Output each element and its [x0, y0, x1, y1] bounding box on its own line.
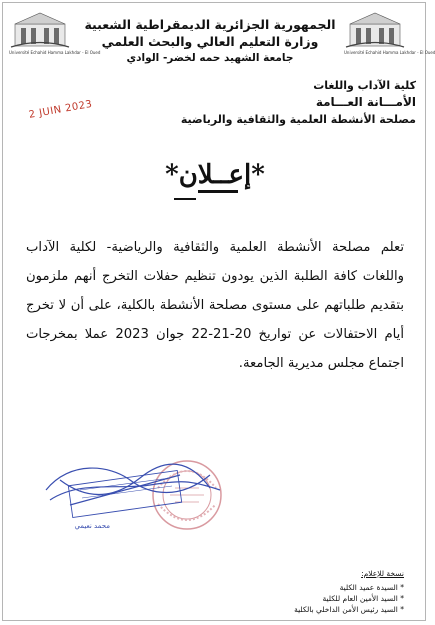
- faculty-name: كلية الآداب واللغات: [313, 79, 416, 92]
- header-ministry: وزارة التعليم العالي والبحث العلمي: [101, 34, 319, 49]
- general-secretariat: الأمـــانة العـــامة: [315, 95, 416, 109]
- university-logo-right: Université Echahid Hamma Lakhdar - El Oued: [344, 10, 406, 56]
- document-header: [80, 16, 340, 67]
- header-republic: الجمهورية الجزائرية الديمقراطية الشعبية: [84, 17, 336, 32]
- distribution-heading: نسخة للإعلام:: [361, 569, 404, 578]
- announcement-title: [140, 158, 290, 210]
- header-university: جامعة الشهيد حمه لخضر- الوادي: [126, 52, 294, 64]
- service-name: مصلحة الأنشطة العلمية والثقافية والرياضية: [180, 113, 416, 126]
- university-logo-left: Université Echahid Hamma Lakhdar - El Oued: [9, 10, 71, 56]
- distribution-list: [294, 568, 404, 615]
- distribution-item: * السيدة عميد الكلية: [294, 582, 404, 593]
- signature-name: محمد نعيمي: [74, 522, 110, 530]
- date-stamp: 2 JUIN 2023: [28, 98, 94, 121]
- title-text: *إعــلان*: [165, 160, 265, 190]
- distribution-item: * السيد رئيس الأمن الداخلي بالكلية: [294, 604, 404, 615]
- body-paragraph: تعلم مصلحة الأنشطة العلمية والثقافية والرياضية- لكلية الآداب واللغات كافة الطلبة الذين يودون تنظيم حفلات التخرج أنهم ملزمون بتقديم طلباتهم على مستوى مصلحة الأنشطة بالكلية، على أن لا تخرج أيام الاحتفالات عن تواريخ 20-21-22 جوان 2023 عملا بمخرجات اجتماع مجلس مديرية الجامعة.: [26, 240, 404, 371]
- announcement-body: [26, 233, 404, 378]
- signature-area: [40, 450, 230, 540]
- distribution-item: * السيد الأمين العام للكلية: [294, 593, 404, 604]
- title-underline: [198, 190, 238, 193]
- faculty-block: [181, 77, 416, 128]
- title-underline-small: [174, 198, 196, 200]
